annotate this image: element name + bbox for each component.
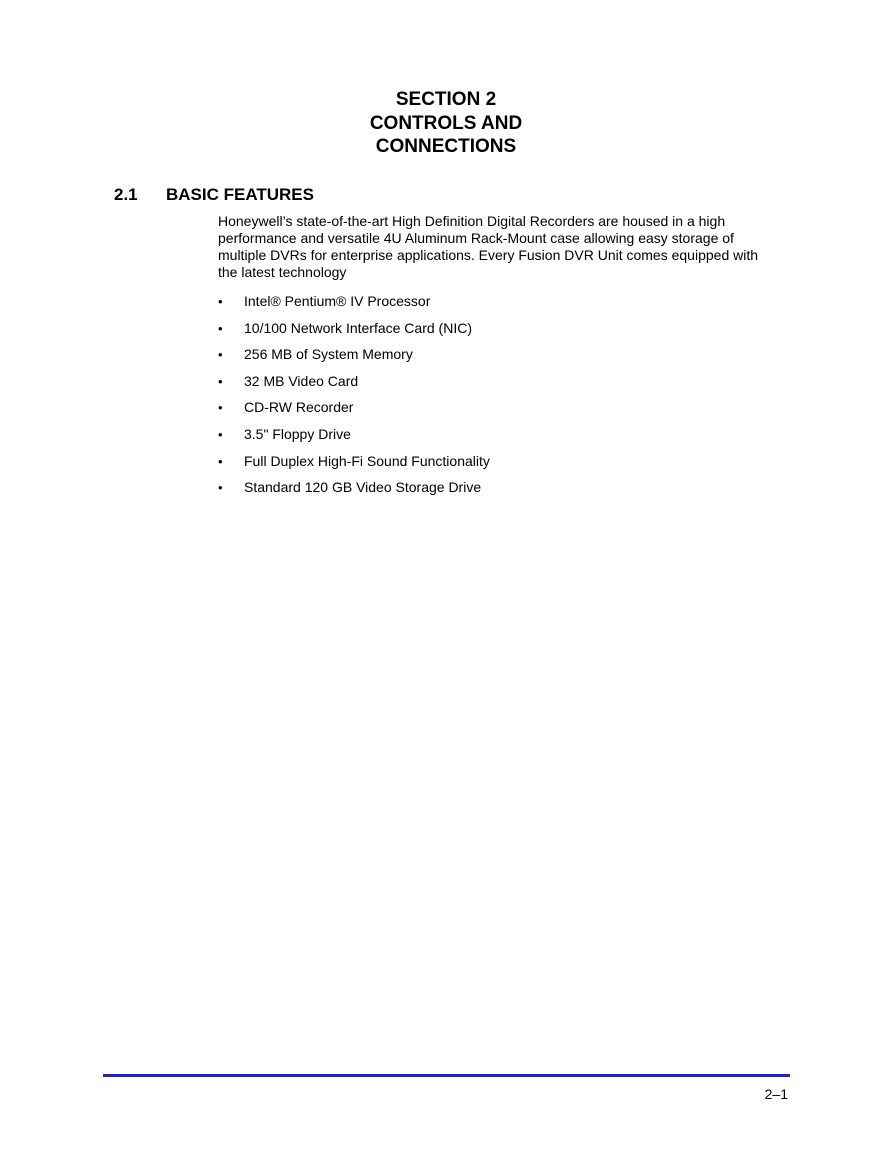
feature-text: 3.5" Floppy Drive: [244, 425, 351, 442]
bullet-icon: •: [218, 347, 223, 363]
section-heading: [0, 88, 892, 159]
bullet-icon: •: [218, 453, 223, 469]
footer-rule: [103, 1074, 790, 1077]
bullet-icon: •: [218, 373, 223, 389]
bullet-icon: •: [218, 294, 223, 309]
feature-text: Standard 120 GB Video Storage Drive: [244, 479, 482, 496]
section-heading-line-1: SECTION 2: [395, 89, 497, 110]
bullet-icon: •: [218, 480, 223, 496]
intro-paragraph: Honeywell’s state-of-the-art High Definition Digital Recorders are housed in a high performance and versatile 4U Aluminum Rack-Mount case allowing easy storage of multiple DVRs for enterprise applications. Every Fusion DVR Unit comes equipped with the latest technology: [218, 213, 759, 280]
section-heading-line-2: CONTROLS AND: [369, 112, 523, 134]
feature-text: CD-RW Recorder: [244, 399, 354, 416]
feature-text: Full Duplex High-Fi Sound Functionality: [244, 452, 490, 469]
feature-text: 10/100 Network Interface Card (NIC): [244, 319, 472, 336]
section-heading-line-3: CONNECTIONS: [375, 136, 517, 157]
feature-text: 32 MB Video Card: [244, 372, 359, 389]
bullet-icon: •: [218, 426, 223, 442]
feature-text: 256 MB of System Memory: [244, 346, 413, 363]
bullet-icon: •: [218, 400, 223, 416]
bullet-icon: •: [218, 320, 223, 336]
subsection-number: 2.1: [114, 185, 138, 204]
feature-text: Intel® Pentium® IV Processor: [244, 293, 431, 309]
page-number: 2–1: [764, 1086, 788, 1102]
subsection-title: BASIC FEATURES: [166, 185, 314, 204]
